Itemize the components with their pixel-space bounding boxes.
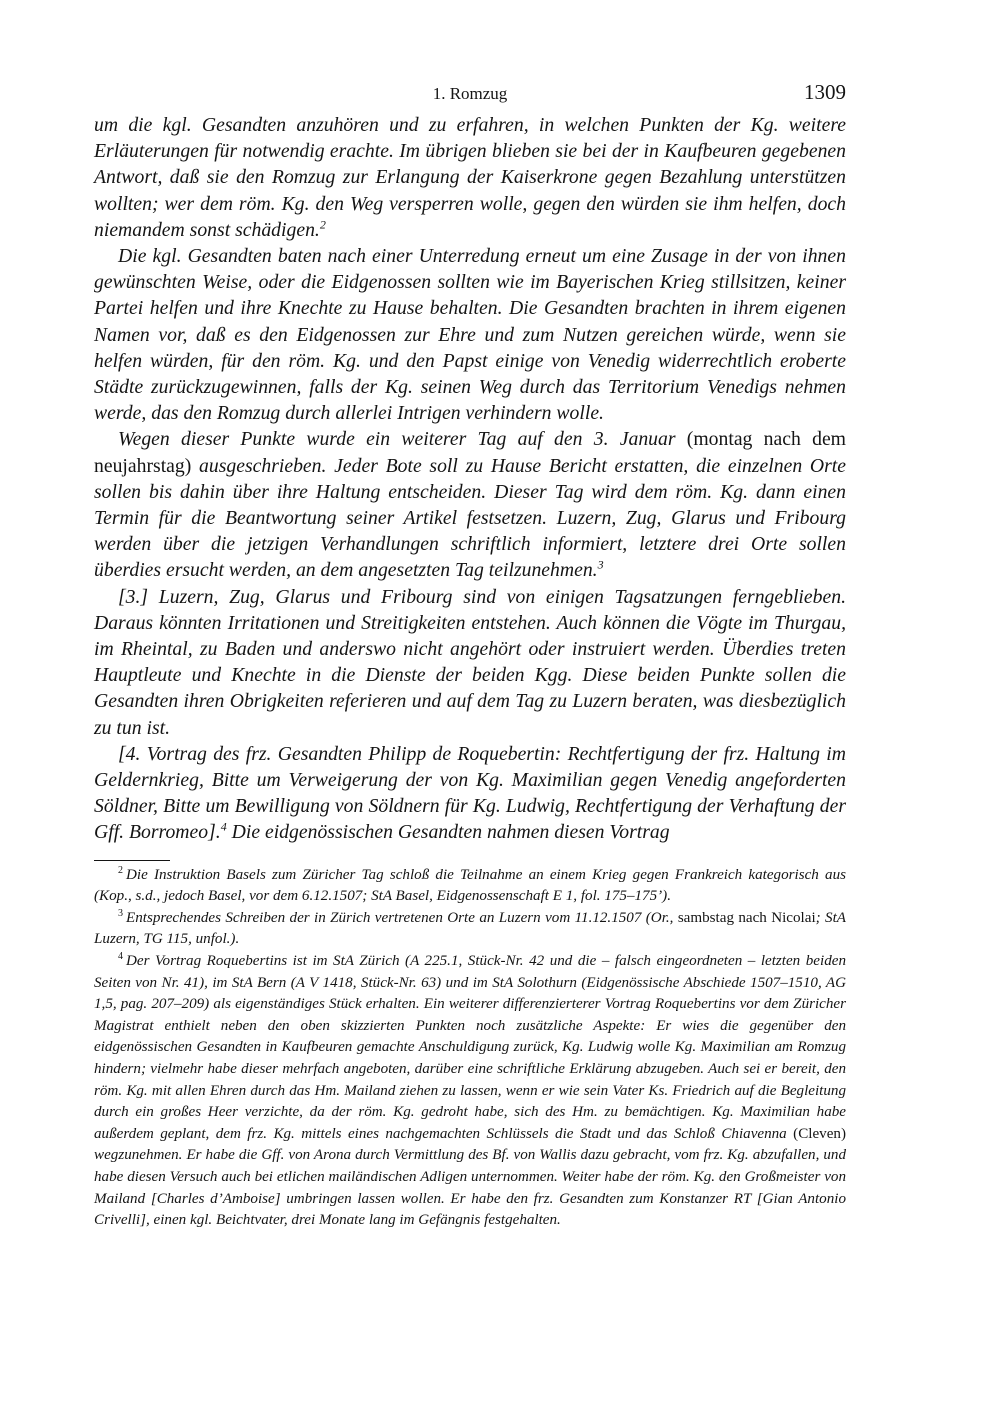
footnote-ref-3[interactable]: 3 — [597, 557, 604, 572]
footnote-3-quote: sambstag nach Nicolai — [677, 909, 816, 926]
footnote-4-text-c: wegzunehmen. Er habe die Gff. von Arona durch Vermittlung des Bf. von Wallis dazu gebracht, vom frz. Kg. abzufallen, und habe diesen Versuch auch bei etlichen mailändischen Adligen unternommen. Weiter habe der röm. Kg. den Großmeister von Mailand [Charles d’Amboise] umbringen lassen wollen. Er habe den frz. Gesandten zum Konstanzer RT [Gian Antonio Crivelli], einen kgl. Beichtvater, drei Monate lang im Gefängnis festgehalten. — [94, 1147, 846, 1229]
paragraph-2-text: Die kgl. Gesandten baten nach einer Unterredung erneut um eine Zusage in der von ihnen gewünschten Weise, oder die Eidgenossen sollten wie im Bayerischen Krieg stillsitzen, keiner Partei helfen und ihre Knechte zu Hause behalten. Die Gesandten brachten in ihrem eigenen Namen vor, daß es den Eidgenossen zur Ehre und zum Nutzen gereichen würde, wenn sie helfen würden, für den röm. Kg. und den Papst einige von Venedig widerrechtlich eroberte Städte zurückzugewinnen, falls der Kg. seinen Weg durch das Territorium Venedigs nehmen werde, das den Romzug durch allerlei Intrigen verhindern wolle. — [94, 245, 846, 425]
footnotes — [94, 865, 846, 1232]
footnote-3-mark: 3 — [118, 907, 123, 919]
footnote-4-quote: (Cleven) — [793, 1125, 846, 1142]
paragraph-1 — [94, 112, 846, 243]
footnote-3-text-a: Entsprechendes Schreiben der in Zürich vertretenen Orte an Luzern vom 11.12.1507 (Or., — [126, 909, 674, 926]
paragraph-5 — [94, 741, 846, 846]
footnote-4-mark: 4 — [118, 951, 123, 963]
footnote-ref-2[interactable]: 2 — [319, 217, 326, 232]
footnote-ref-4[interactable]: 4 — [220, 819, 227, 834]
footnote-divider — [94, 860, 170, 861]
paragraph-2 — [94, 243, 846, 426]
paragraph-5-text-b: Die eidgenössischen Gesandten nahmen diesen Vortrag — [231, 821, 670, 844]
page — [94, 78, 846, 1232]
paragraph-4-text: [3.] Luzern, Zug, Glarus und Fribourg sind von einigen Tagsatzungen ferngeblieben. Daraus könnten Irritationen und Streitigkeiten entstehen. Auch können die Vögte im Thurgau, im Rheintal, zu Baden und anderswo nicht angehört oder instruiert werden. Überdies treten Hauptleute und Knechte in die Dienste der beiden Kgg. Diese beiden Punkte sollen die Gesandten ihren Obrigkeiten referieren und auf dem Tag zu Luzern beraten, was diesbezüglich zu tun ist. — [94, 585, 846, 739]
footnote-3-text-c: ; StA Luzern, TG 115, unfol.). — [94, 909, 846, 948]
source-quote: (montag nach dem neujahrstag) — [94, 428, 846, 477]
footnote-2-text: Die Instruktion Basels zum Züricher Tag schloß die Teilnahme an einem Krieg gegen Frankreich kategorisch aus (Kop., s.d., jedoch Basel, vor dem 6.12.1507; StA Basel, Eidgenossenschaft E 1, fol. 175–175’). — [94, 866, 846, 905]
paragraph-3-text-c: ausgeschrieben. Jeder Bote soll zu Hause Bericht erstatten, die einzelnen Orte sollen bis dahin über ihre Haltung entscheiden. Dieser Tag wird dem röm. Kg. dann einen Termin für die Beantwortung seiner Artikel festsetzen. Luzern, Zug, Glarus und Fribourg werden über die jetzigen Verhandlungen schriftlich informiert, letztere drei Orte sollen überdies ersucht werden, an dem angesetzten Tag teilzunehmen. — [94, 454, 847, 582]
footnote-3 — [94, 908, 846, 951]
paragraph-5-text-a: [4. Vortrag des frz. Gesandten Philipp de Roquebertin: Rechtfertigung der frz. Haltung im Geldernkrieg, Bitte um Verweigerung der von Kg. Maximilian gegen Venedig angeforderten Söldner, Bitte um Bewilligung von Söldnern für Kg. Ludwig, Rechtfertigung der Verhaftung der Gff. Borromeo]. — [94, 742, 846, 844]
paragraph-4 — [94, 584, 846, 741]
footnote-2-mark: 2 — [118, 864, 123, 876]
main-text — [94, 112, 846, 846]
footnote-4 — [94, 951, 846, 1232]
page-number: 1309 — [804, 80, 846, 104]
paragraph-3-text-a: Wegen dieser Punkte wurde ein weiterer Tag auf den 3. Januar — [118, 428, 676, 451]
running-title: 1. Romzug — [432, 84, 508, 103]
running-head — [94, 78, 846, 112]
paragraph-3 — [94, 426, 846, 583]
footnote-4-text-a: Der Vortrag Roquebertins ist im StA Zürich (A 225.1, Stück-Nr. 42 und die – falsch eingeordneten – letzten beiden Seiten von Nr. 41), im StA Bern (A V 1418, Stück-Nr. 63) und im StA Solothurn (Eidgenössische Abschiede 1507–1510, AG 1,5, pag. 207–209) als eigenständiges Stück erhalten. Ein weiterer differenzierterer Vortrag Roquebertins vor dem Züricher Magistrat enthielt neben den oben skizzierten Punkten noch zusätzliche Aspekte: Er wies die gegenüber den eidgenössischen Gesandten in Kaufbeuren gemachte Anschuldigung zurück, Kg. Ludwig wolle Kg. Maximilian am Romzug hindern; vielmehr habe dieser mehrfach angeboten, darüber eine schriftliche Erklärung abzugeben. Auch sei er bereit, den röm. Kg. mit allen Ehren durch das Hm. Mailand ziehen zu lassen, wenn er wie sein Vater Ks. Friedrich auf die Begleitung durch ein großes Heer verzichte, da der röm. Kg. gedroht habe, sich des Hm. zu bemächtigen. Kg. Maximilian habe außerdem geplant, dem frz. Kg. mittels eines nachgemachten Schlüssels die Stadt und das Schloß Chiavenna — [94, 953, 846, 1142]
paragraph-1-text: um die kgl. Gesandten anzuhören und zu erfahren, in welchen Punkten der Kg. weitere Erläuterungen für notwendig erachte. Im übrigen blieben sie bei der in Kaufbeuren gegebenen Antwort, daß sie den Romzug zur Erlangung der Kaiserkrone gegen Bezahlung unterstützen wollten; wer dem röm. Kg. den Weg versperren wolle, gegen den würden sie ihm helfen, doch niemandem sonst schädigen. — [94, 114, 846, 241]
footnote-2 — [94, 865, 846, 908]
